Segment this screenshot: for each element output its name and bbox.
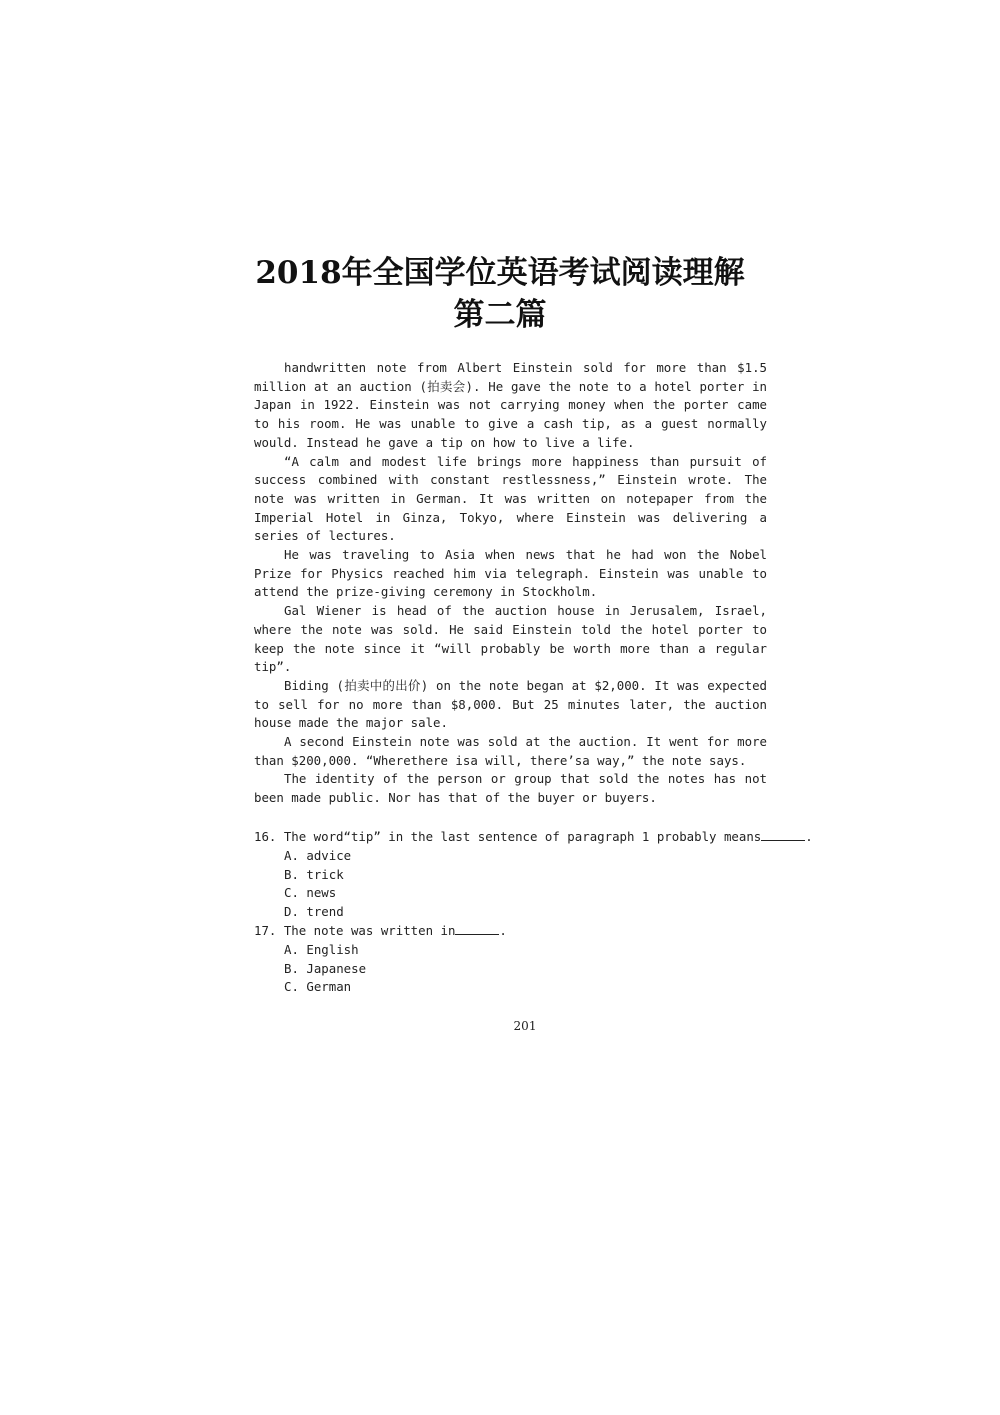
- passage-paragraph-4: Gal Wiener is head of the auction house in Jerusalem, Israel, where the note was sold. He said Einstein told the hotel porter to keep the note since it “will probably be worth more than a regular tip”.: [254, 603, 767, 675]
- question-stem-text: 17. The note was written in: [254, 922, 456, 938]
- page-number: 201: [513, 1019, 537, 1033]
- option-d: D. trend: [284, 904, 344, 920]
- answer-options: [254, 847, 767, 922]
- passage-paragraph-6: A second Einstein note was sold at the auction. It went for more than $200,000. “Wherethere isa will, there’sa way,” the note says.: [254, 734, 767, 768]
- question-16: [254, 828, 813, 922]
- question-stem-suffix: .: [805, 829, 813, 844]
- option-a: A. English: [284, 941, 359, 957]
- option-c: C. news: [284, 885, 337, 901]
- option-c: C. German: [284, 979, 352, 995]
- passage-paragraph-5: Biding (拍卖中的出价) on the note began at $2,000. It was expected to sell for no more than $8,000. But 25 minutes later, the auction house made the major sale.: [254, 677, 767, 731]
- passage-paragraph-3: He was traveling to Asia when news that he had won the Nobel Prize for Physics reached him via telegraph. Einstein was unable to attend the prize-giving ceremony in Stockholm.: [254, 547, 767, 600]
- option-a: A. advice: [284, 847, 352, 863]
- page-title: 2018年全国学位英语考试阅读理解: [255, 255, 745, 291]
- question-stem-text: 16. The word“tip” in the last sentence of paragraph 1 probably means: [254, 829, 762, 844]
- question-stem: [254, 922, 767, 941]
- passage-paragraph-1: handwritten note from Albert Einstein sold for more than $1.5 million at an auction (拍卖会). He gave the note to a hotel porter in Japan in 1922. Einstein was not carrying money when the porter came to his room. He was unable to give a cash tip, as a guest normally would. Instead he gave a tip on how to live a life.: [254, 360, 767, 450]
- reading-passage: [254, 359, 767, 808]
- option-b: B. Japanese: [284, 960, 367, 976]
- question-stem: [254, 828, 813, 847]
- passage-paragraph-7: The identity of the person or group that sold the notes has not been made public. Nor has that of the buyer or buyers.: [254, 771, 767, 806]
- answer-blank: [761, 828, 805, 841]
- page-subtitle: 第二篇: [453, 297, 547, 333]
- question-list: [254, 828, 813, 997]
- passage-paragraph-2: “A calm and modest life brings more happiness than pursuit of success combined with constant restlessness,” Einstein wrote. The note was written in German. It was written on notepaper from the Imperial Hotel in Ginza, Tokyo, where Einstein was delivering a series of lectures.: [254, 453, 767, 544]
- answer-blank: [455, 922, 499, 935]
- question-17: [254, 922, 767, 997]
- answer-options: [254, 941, 767, 997]
- option-b: B. trick: [284, 866, 344, 882]
- question-stem-suffix: .: [499, 922, 507, 938]
